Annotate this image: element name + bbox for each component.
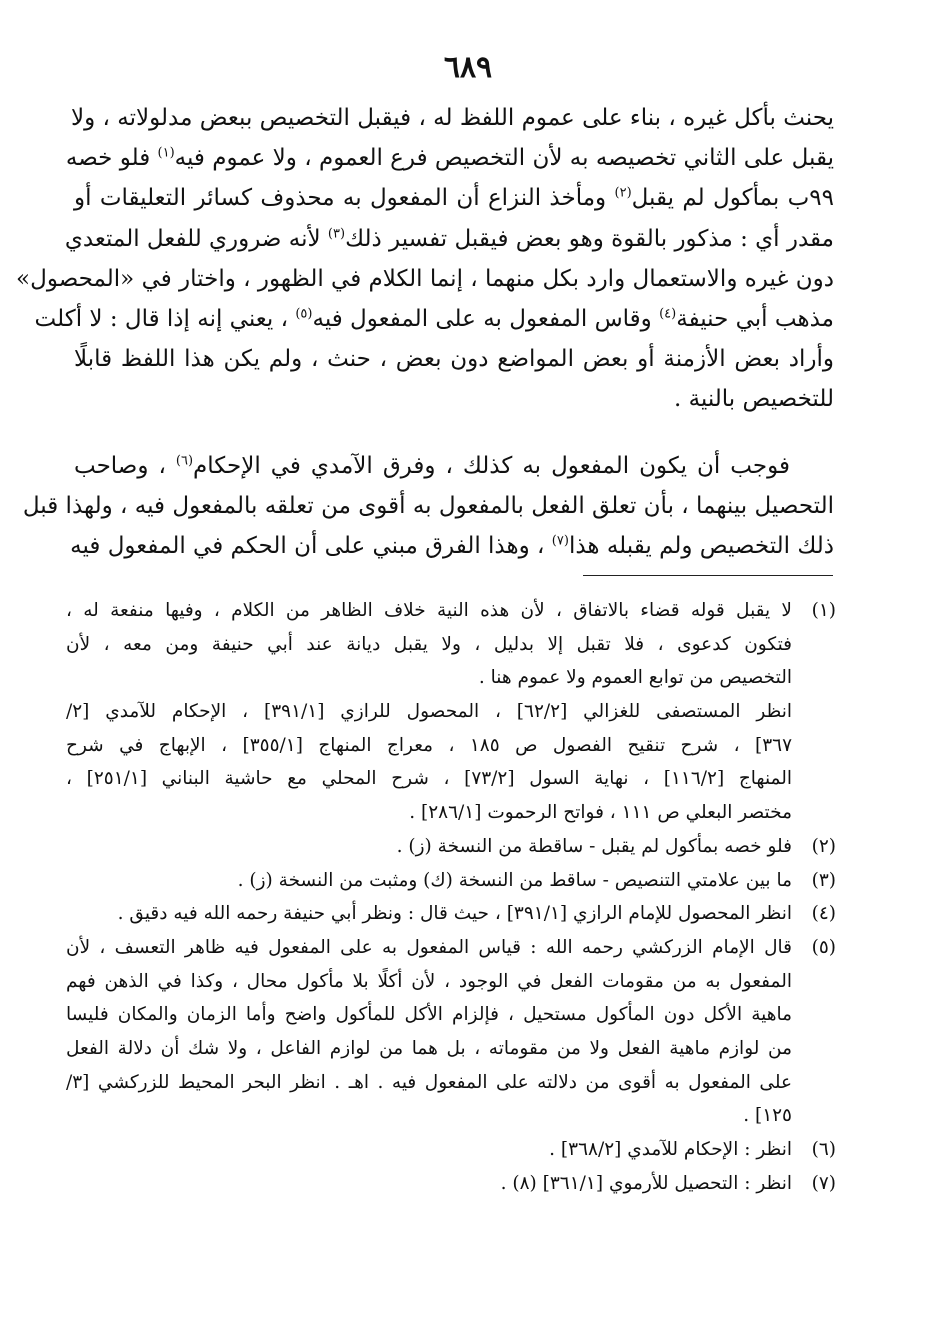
footnote-line: انظر المستصفى للغزالي [٦٢/٢] ، المحصول للرازي [٣٩١/١] ، الإحكام للآمدي [٢/ — [66, 701, 792, 723]
body-line-8: للتخصيص بالنية . — [673, 386, 834, 413]
page-number: ٦٨٩ — [443, 50, 493, 85]
footnote-ref-5[interactable]: (٥) — [295, 306, 313, 322]
footnote-line: فتكون كدعوى ، فلا تقبل إلا بدليل ، ولا يقبل ديانة عند أبي حنيفة ومن معه ، لأن — [66, 633, 792, 655]
footnote-separator — [583, 575, 833, 576]
footnote-7 — [66, 1167, 836, 1201]
body-line-5: دون غيره والاستعمال وارد بكل منهما ، إنما الكلام في الظهور ، واختار في «المحصول» — [16, 265, 834, 292]
footnotes-section — [66, 594, 836, 1200]
footnote-number: (٧) — [811, 1172, 836, 1194]
footnote-line: على المفعول به أقوى من دلالته على المفعول فيه . اهـ . انظر البحر المحيط للزركشي [٣/ — [66, 1071, 792, 1093]
body-line-7: وأراد بعض الأزمنة أو بعض المواضع دون بعض ، حنث ، ولم يكن هذا اللفظ قابلًا — [74, 346, 834, 373]
footnote-ref-7[interactable]: (٧) — [551, 533, 569, 549]
footnote-line: ١٢٥] . — [743, 1105, 792, 1127]
body-line-9: فوجب أن يكون المفعول به كذلك ، وفرق الآمدي في الإحكام$^{(٦)}$ ، وصاحب — [74, 452, 790, 479]
body-line-6: مذهب أبي حنيفة$^{(٤)}$ وقاس المفعول به على المفعول فيه$^{(٥)}$ ، يعني إنه إذا قال : لا أكلت — [34, 305, 834, 332]
footnote-3 — [66, 864, 836, 898]
body-line-11: ذلك التخصيص ولم يقبله هذا$^{(٧)}$ ، وهذا الفرق مبني على أن الحكم في المفعول فيه — [70, 532, 834, 559]
footnote-number: (١) — [811, 600, 836, 621]
footnote-5 — [66, 931, 836, 1133]
footnote-line: قال الإمام الزركشي رحمه الله : قياس المفعول به على المفعول فيه ظاهر التعسف ، لأن — [66, 936, 792, 958]
footnote-line: ماهية الأكل دون المأكول مستحيل ، فإلزام الأكل للمأكول واضح وأما الزمان والمكان فليسا — [66, 1004, 792, 1026]
footnote-ref-2[interactable]: (٢) — [614, 185, 632, 201]
footnote-line: ٣٦٧] ، شرح تنقيح الفصول ص ١٨٥ ، معراج المنهاج [٣٥٥/١] ، الإبهاج في شرح — [66, 734, 793, 756]
body-line-4: مقدر أي : مذكور بالقوة وهو بعض فيقبل تفسير ذلك$^{(٣)}$ لأنه ضروري للفعل المتعدي — [64, 225, 834, 252]
footnote-line: لا يقبل قوله قضاء بالاتفاق ، لأن هذه النية خلاف الظاهر من الكلام ، وفيها منفعة له ، — [66, 600, 792, 621]
footnote-ref-4[interactable]: (٤) — [659, 306, 677, 322]
footnote-number: (٦) — [811, 1139, 836, 1160]
footnote-6 — [66, 1133, 836, 1167]
footnote-number: (٥) — [811, 936, 836, 958]
footnote-line: انظر المحصول للإمام الرازي [٣٩١/١] ، حيث قال : ونظر أبي حنيفة رحمه الله فيه دقيق . — [117, 903, 792, 925]
footnote-line: فلو خصه بمأكول لم يقبل - ساقطة من النسخة (ز) . — [396, 835, 792, 857]
footnote-line: انظر : التحصيل للأرموي [٣٦١/١] (٨) . — [500, 1172, 792, 1194]
footnote-line: ما بين علامتي التنصيص - ساقط من النسخة (ك) ومثبت من النسخة (ز) . — [237, 869, 792, 891]
body-line-2: يقبل على الثاني تخصيصه به لأن التخصيص فرع العموم ، ولا عموم فيه$^{(١)}$ فلو خصه — [65, 145, 834, 172]
footnote-line: المنهاج [١١٦/٢] ، نهاية السول [٧٣/٢] ، شرح المحلي مع حاشية البناني [٢٥١/١] ، — [66, 768, 793, 790]
footnote-line: مختصر البعلي ص ١١١ ، فواتح الرحموت [٢٨٦/١] . — [409, 802, 792, 824]
paragraph-gap — [74, 420, 834, 446]
main-body-text — [16, 98, 834, 566]
footnote-line: المفعول به من مقومات الفعل في الوجود ، لأن أكلًا بلا مأكول محال ، وكذا في الذهن فهم — [66, 970, 792, 992]
footnote-line: من لوازم ماهية الفعل ولا من مقوماته ، بل هما من لوازم الفاعل ، ولا شك أن دلالة الفعل — [66, 1037, 792, 1059]
footnote-number: (٤) — [811, 903, 836, 925]
footnote-ref-6[interactable]: (٦) — [175, 452, 194, 468]
footnote-line: التخصيص من توابع العموم ولا عموم هنا . — [478, 667, 792, 689]
body-line-10: التحصيل بينهما ، بأن تعلق الفعل بالمفعول به أقوى من تعلقه بالمفعول فيه ، ولهذا قبل — [22, 492, 834, 519]
footnote-1 — [66, 594, 836, 830]
footnote-number: (٢) — [811, 835, 836, 857]
footnote-number: (٣) — [811, 869, 836, 891]
body-line-1: يحنث بأكل غيره ، بناء على عموم اللفظ له ، فيقبل التخصيص ببعض مدلولاته ، ولا — [71, 105, 834, 131]
body-line-3: ٩٩ب بمأكول لم يقبل$^{(٢)}$ ومأخذ النزاع أن المفعول به محذوف كسائر التعليقات أو — [74, 185, 834, 212]
footnote-4 — [66, 897, 836, 931]
footnote-ref-1[interactable]: (١) — [157, 145, 175, 161]
footnote-ref-3[interactable]: (٣) — [327, 225, 346, 241]
footnote-2 — [66, 830, 836, 864]
footnote-line: انظر : الإحكام للآمدي [٣٦٨/٢] . — [549, 1139, 792, 1160]
